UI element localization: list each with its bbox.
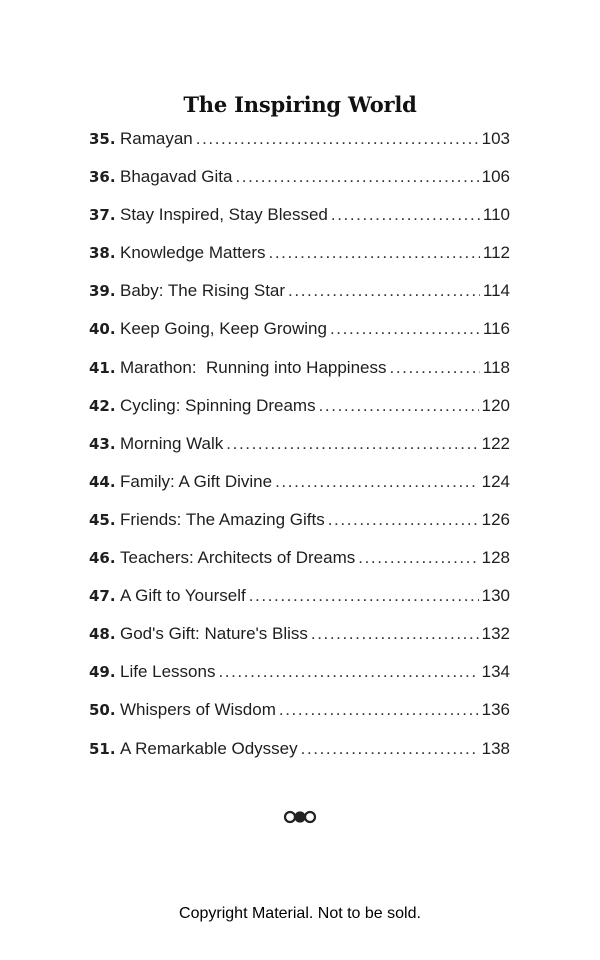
toc-entry-number: 43. (89, 434, 116, 453)
page-title: The Inspiring World (183, 92, 417, 117)
toc-entry-number: 42. (89, 396, 116, 415)
toc-dot-leader (390, 358, 480, 378)
toc-entry-page: 112 (482, 243, 510, 263)
toc-entry (89, 205, 510, 243)
toc-dot-leader (279, 700, 479, 720)
toc-entry (89, 548, 510, 586)
toc-entry-title: Whispers of Wisdom (120, 700, 276, 720)
toc-entry (89, 472, 510, 510)
toc-entry-title: God's Gift: Nature's Bliss (120, 624, 308, 644)
toc-entry (89, 739, 510, 777)
toc-entry-page: 106 (481, 167, 510, 187)
toc-dot-leader (288, 281, 480, 301)
toc-entry-page: 136 (481, 700, 510, 720)
toc-entry-title: A Gift to Yourself (120, 586, 246, 606)
toc-entry-title: Life Lessons (120, 662, 216, 682)
toc-entry (89, 358, 510, 396)
toc-dot-leader (301, 739, 479, 759)
toc-entry-title: Friends: The Amazing Gifts (120, 509, 325, 529)
toc-entry-page: 116 (482, 319, 510, 339)
toc-entry-title: Cycling: Spinning Dreams (120, 395, 316, 415)
toc-entry-number: 39. (89, 282, 116, 301)
toc-entry-page: 114 (482, 281, 510, 301)
toc-dot-leader (331, 205, 480, 225)
toc-entry-title: Morning Walk (120, 433, 224, 453)
toc-entry (89, 396, 510, 434)
toc-entry-title: Keep Going, Keep Growing (120, 319, 327, 339)
toc-entry-number: 40. (89, 320, 116, 339)
toc-entry (89, 319, 510, 357)
toc-entry (89, 129, 510, 167)
toc-entry-page: 103 (481, 129, 510, 148)
toc-entry-page: 128 (481, 548, 510, 568)
toc-entry (89, 243, 510, 281)
toc-entry-number: 50. (89, 701, 116, 720)
toc-entry-page: 130 (481, 586, 510, 606)
toc-entry-number: 47. (89, 587, 116, 606)
toc-entry (89, 662, 510, 700)
toc-dot-leader (235, 167, 478, 187)
toc-entry-number: 35. (89, 130, 116, 148)
toc-dot-leader (226, 434, 478, 454)
toc-dot-leader (196, 129, 479, 149)
toc-dot-leader (328, 510, 479, 530)
toc-entry-page: 110 (482, 205, 510, 225)
toc-dot-leader (319, 396, 479, 416)
toc-entry-page: 126 (481, 509, 510, 529)
toc-entry (89, 167, 510, 205)
toc-dot-leader (249, 586, 479, 606)
toc-entry-number: 51. (89, 739, 116, 758)
toc-entry-page: 118 (482, 357, 510, 377)
toc-entry-title: A Remarkable Odyssey (120, 738, 298, 758)
toc-entry-title: Ramayan (120, 129, 193, 148)
toc-entry (89, 700, 510, 738)
toc-entry (89, 434, 510, 472)
toc-entry-title: Knowledge Matters (120, 243, 266, 263)
toc-entry-number: 36. (89, 168, 116, 187)
toc-entry-page: 132 (481, 624, 510, 644)
toc-entry-title: Baby: The Rising Star (120, 281, 286, 301)
toc-entry-title: Teachers: Architects of Dreams (120, 548, 356, 568)
toc-entry-number: 44. (89, 472, 116, 491)
toc-dot-leader (218, 662, 478, 682)
toc-entry-page: 138 (481, 738, 510, 758)
toc-entry-page: 122 (481, 433, 510, 453)
toc-entry (89, 281, 510, 319)
toc-entry-title: Stay Inspired, Stay Blessed (120, 205, 328, 225)
toc-entry-number: 41. (89, 358, 116, 377)
toc-entry (89, 624, 510, 662)
toc-entry-title: Marathon: Running into Happiness (120, 357, 387, 377)
toc-entry-title: Bhagavad Gita (120, 167, 233, 187)
toc-entry-number: 45. (89, 510, 116, 529)
toc-entry-page: 120 (481, 395, 510, 415)
toc-dot-leader (269, 243, 480, 263)
toc-dot-leader (275, 472, 479, 492)
toc-entry-number: 46. (89, 549, 116, 568)
toc-entry-number: 48. (89, 625, 116, 644)
toc-entry (89, 510, 510, 548)
toc-entry-page: 124 (481, 471, 510, 491)
toc-entry-number: 49. (89, 663, 116, 682)
toc-dot-leader (358, 548, 478, 568)
toc-entry (89, 586, 510, 624)
toc-entry-title: Family: A Gift Divine (120, 471, 273, 491)
ornament-icon (283, 808, 317, 826)
table-of-contents (89, 129, 510, 777)
copyright-footer: Copyright Material. Not to be sold. (179, 905, 421, 922)
toc-dot-leader (311, 624, 479, 644)
toc-entry-number: 37. (89, 206, 116, 225)
toc-entry-page: 134 (481, 662, 510, 682)
toc-dot-leader (330, 319, 480, 339)
toc-entry-number: 38. (89, 244, 116, 263)
